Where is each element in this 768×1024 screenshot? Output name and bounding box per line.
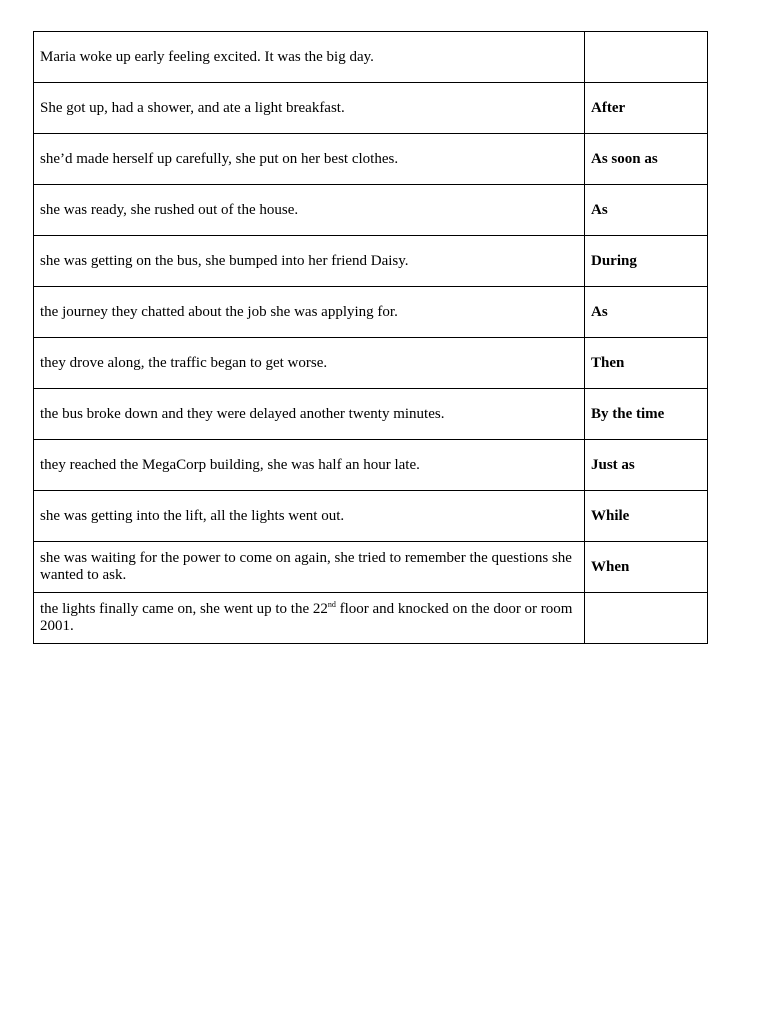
sentence-cell bbox=[34, 593, 585, 644]
worksheet-table bbox=[33, 31, 708, 644]
sentence-cell: She got up, had a shower, and ate a light breakfast. bbox=[34, 83, 585, 134]
sentence-cell: they reached the MegaCorp building, she was half an hour late. bbox=[34, 440, 585, 491]
sentence-cell: she was waiting for the power to come on again, she tried to remember the questions she wanted to ask. bbox=[34, 542, 585, 593]
table-row bbox=[34, 593, 708, 644]
table-row bbox=[34, 236, 708, 287]
connector-cell: Then bbox=[585, 338, 708, 389]
table-row bbox=[34, 83, 708, 134]
connector-cell: As bbox=[585, 185, 708, 236]
sentence-cell: she’d made herself up carefully, she put on her best clothes. bbox=[34, 134, 585, 185]
connector-cell bbox=[585, 32, 708, 83]
table-row bbox=[34, 134, 708, 185]
connector-cell: Just as bbox=[585, 440, 708, 491]
connector-cell: After bbox=[585, 83, 708, 134]
sentence-cell: Maria woke up early feeling excited. It was the big day. bbox=[34, 32, 585, 83]
table-row bbox=[34, 491, 708, 542]
table-row bbox=[34, 287, 708, 338]
connector-cell: During bbox=[585, 236, 708, 287]
table-row bbox=[34, 185, 708, 236]
connector-cell: While bbox=[585, 491, 708, 542]
connector-cell: As soon as bbox=[585, 134, 708, 185]
table-row bbox=[34, 32, 708, 83]
sentence-cell: she was getting on the bus, she bumped into her friend Daisy. bbox=[34, 236, 585, 287]
table-row bbox=[34, 389, 708, 440]
sentence-cell: she was getting into the lift, all the lights went out. bbox=[34, 491, 585, 542]
connector-cell bbox=[585, 593, 708, 644]
connector-cell: By the time bbox=[585, 389, 708, 440]
table-row bbox=[34, 338, 708, 389]
sentence-cell: she was ready, she rushed out of the house. bbox=[34, 185, 585, 236]
table-row bbox=[34, 542, 708, 593]
sentence-cell: the bus broke down and they were delayed another twenty minutes. bbox=[34, 389, 585, 440]
sentence-cell: they drove along, the traffic began to get worse. bbox=[34, 338, 585, 389]
table-row bbox=[34, 440, 708, 491]
sentence-text-after: floor and knocked on the door or room 2001. bbox=[40, 601, 573, 634]
connector-cell: As bbox=[585, 287, 708, 338]
connector-cell: When bbox=[585, 542, 708, 593]
sentence-text-before: the lights finally came on, she went up to the 22 bbox=[40, 601, 328, 617]
sentence-cell: the journey they chatted about the job she was applying for. bbox=[34, 287, 585, 338]
ordinal-suffix: nd bbox=[327, 600, 336, 609]
